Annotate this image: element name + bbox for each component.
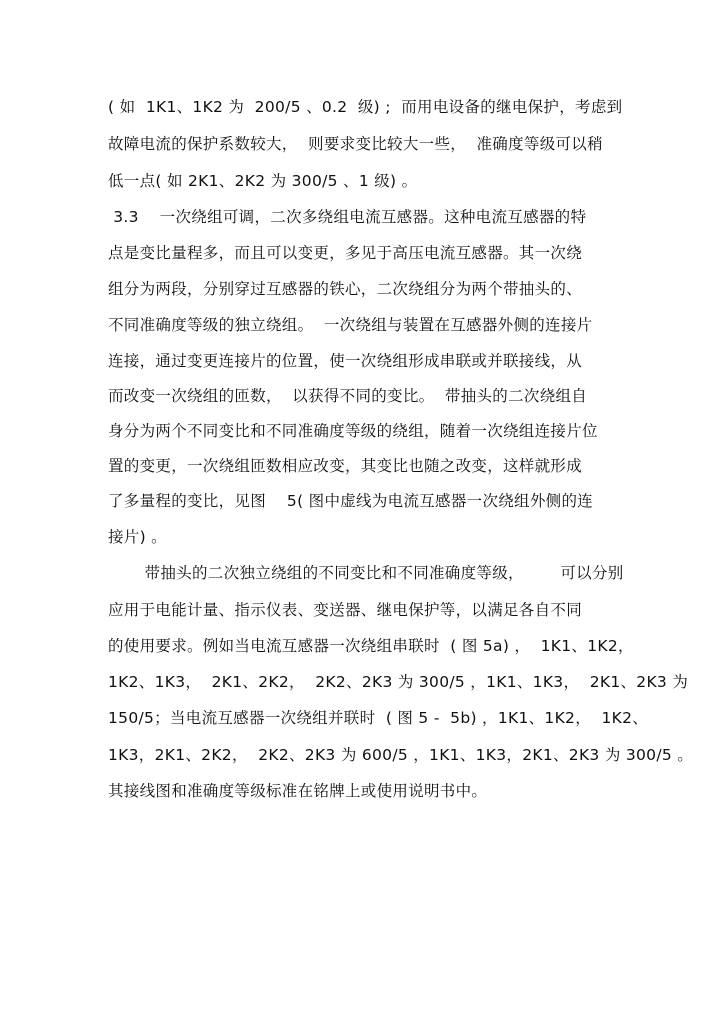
text-line: 组分为两段，分别穿过互感器的铁心，二次绕组分为两个带抽头的、	[108, 280, 583, 298]
text-line: 身分为两个不同变比和不同准确度等级的绕组，随着一次绕组连接片位	[108, 422, 598, 440]
text-line: 接片) 。	[108, 528, 167, 546]
text-line: 150/5；当电流互感器一次绕组并联时 ( 图 5 - 5b) ，1K1、1K2， 1K2、	[108, 709, 649, 727]
text-line: 了多量程的变比，见图 5( 图中虚线为电流互感器一次绕组外侧的连	[108, 492, 594, 510]
text-line: 故障电流的保护系数较大， 则要求变比较大一些， 准确度等级可以稍	[108, 135, 603, 153]
text-line: 应用于电能计量、指示仪表、变送器、继电保护等，以满足各自不同	[108, 601, 583, 619]
text-line: 的使用要求。例如当电流互感器一次绕组串联时 ( 图 5a) ， 1K1、1K2，	[108, 637, 634, 655]
text-line: 而改变一次绕组的匝数， 以获得不同的变比。 带抽头的二次绕组自	[108, 387, 588, 405]
paragraph-start-line: 带抽头的二次独立绕组的不同变比和不同准确度等级， 可以分别	[108, 564, 624, 582]
section-heading-line: 3.3 一次绕组可调，二次多绕组电流互感器。这种电流互感器的特	[108, 208, 587, 226]
text-line: 连接，通过变更连接片的位置，使一次绕组形成串联或并联接线，从	[108, 352, 583, 370]
text-line: 1K2、1K3， 2K1、2K2， 2K2、2K3 为 300/5 ，1K1、1K3， 2K1、2K3 为	[108, 673, 689, 691]
text-line: 不同准确度等级的独立绕组。 一次绕组与装置在互感器外侧的连接片	[108, 316, 593, 334]
text-line: 置的变更，一次绕组匝数相应改变，其变比也随之改变，这样就形成	[108, 457, 583, 475]
text-line: 其接线图和准确度等级标准在铭牌上或使用说明书中。	[108, 782, 488, 800]
text-line: 1K3，2K1、2K2， 2K2、2K3 为 600/5 ，1K1、1K3，2K1、2K3 为 300/5 。	[108, 746, 694, 764]
text-line: 点是变比量程多，而且可以变更，多见于高压电流互感器。其一次绕	[108, 244, 583, 262]
text-line: 低一点( 如 2K1、2K2 为 300/5 、1 级) 。	[108, 172, 418, 190]
text-line: ( 如 1K1、1K2 为 200/5 、0.2 级) ; 而用电设备的继电保护，考虑到	[108, 98, 623, 116]
